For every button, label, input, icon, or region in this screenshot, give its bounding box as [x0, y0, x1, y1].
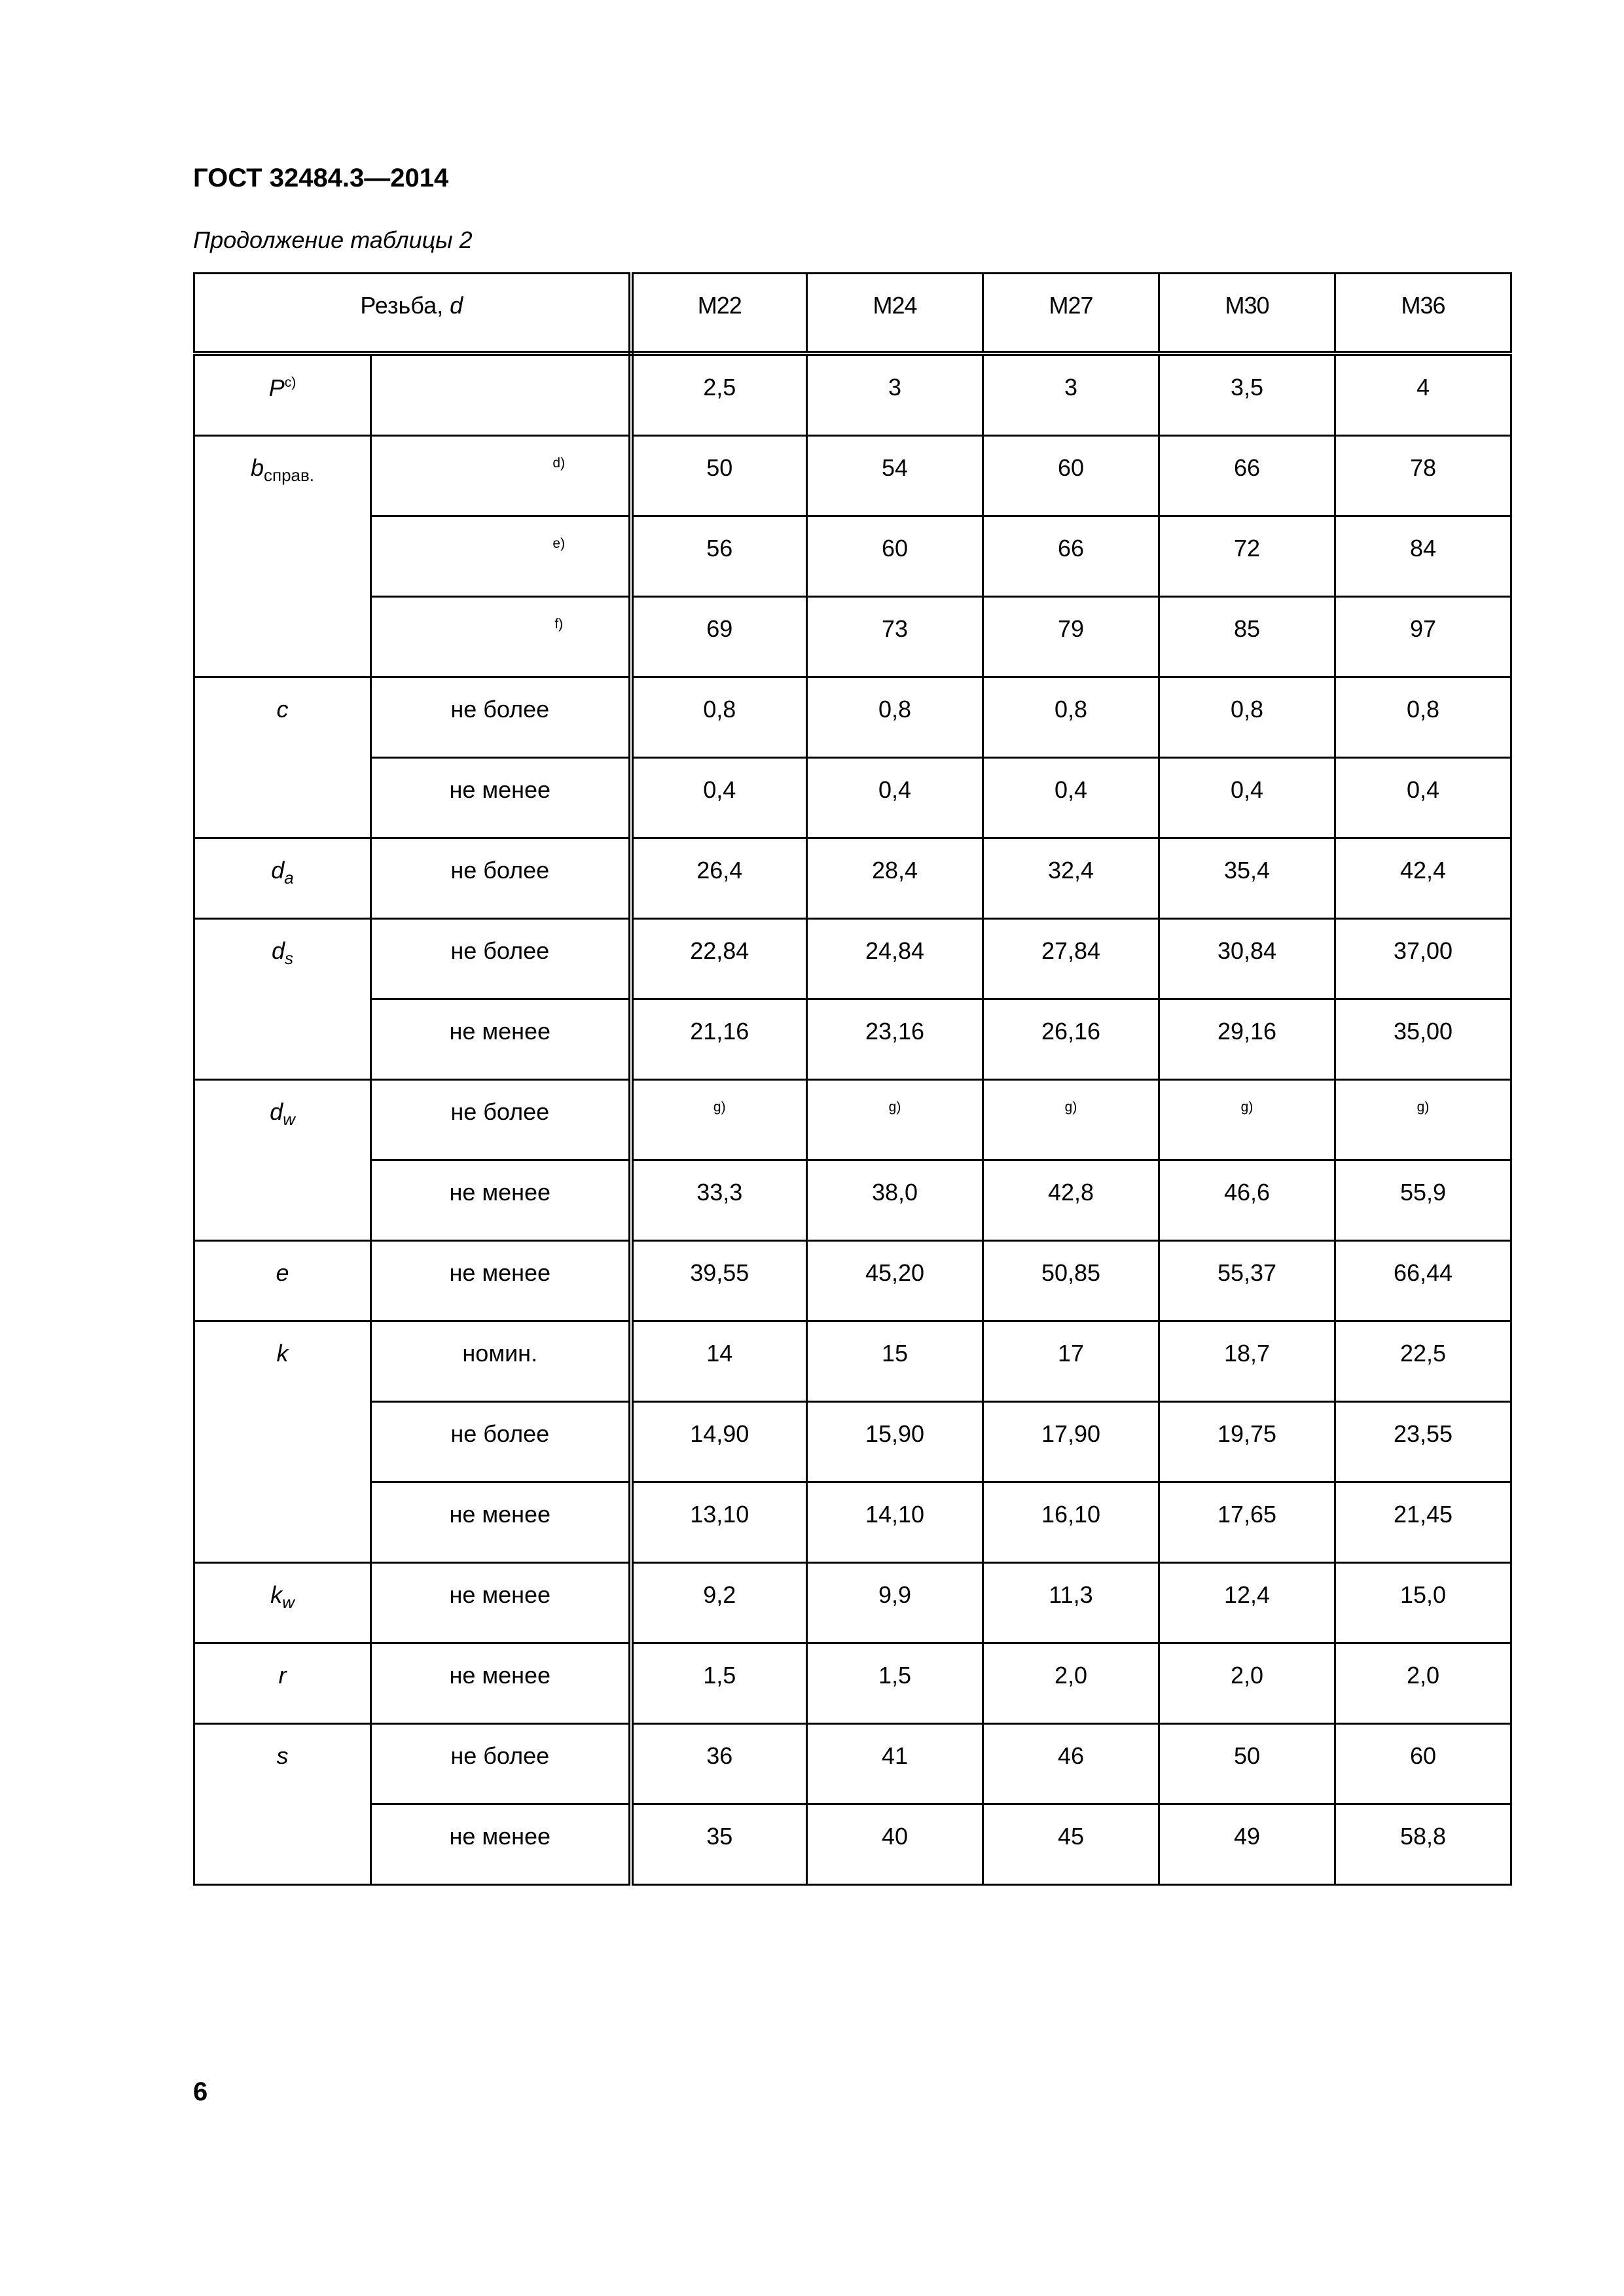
value: 49	[1233, 1823, 1261, 1850]
value-cell	[807, 1241, 983, 1321]
value: 69	[706, 615, 733, 642]
footnote-reference: g)	[1416, 1100, 1430, 1115]
value-cell	[983, 1563, 1159, 1643]
parameter-symbol: r	[278, 1662, 287, 1689]
value: 60	[1057, 454, 1085, 481]
value: 46,6	[1223, 1179, 1271, 1206]
value-cell	[807, 999, 983, 1080]
value-cell	[807, 597, 983, 677]
value-cell	[1159, 597, 1335, 677]
footnote-reference: f)	[554, 617, 564, 632]
value: 18,7	[1223, 1340, 1271, 1367]
value: 55,9	[1399, 1179, 1447, 1206]
parameter-subscript: w	[282, 1592, 295, 1612]
table-row	[194, 1643, 1511, 1724]
value-cell	[983, 1482, 1159, 1563]
value-cell	[631, 1160, 807, 1241]
tolerance-qualifier: не менее	[449, 1018, 551, 1045]
table-row	[194, 1321, 1511, 1402]
value-cell	[1335, 516, 1511, 597]
tolerance-qualifier-cell	[371, 1724, 631, 1804]
parameter-symbol: P	[268, 374, 285, 401]
value-cell	[983, 1241, 1159, 1321]
value-cell	[631, 677, 807, 758]
value-cell	[1159, 999, 1335, 1080]
value-cell	[807, 1563, 983, 1643]
size-header-cell	[807, 274, 983, 354]
value-cell	[1159, 919, 1335, 999]
tolerance-qualifier-cell	[371, 919, 631, 999]
size-header: M30	[1225, 292, 1269, 319]
value-cell	[1159, 1160, 1335, 1241]
value-cell	[1335, 1402, 1511, 1482]
thread-symbol: d	[450, 292, 463, 319]
value: 0,8	[703, 696, 736, 723]
parameter-cell	[194, 1724, 371, 1885]
value-cell	[1335, 436, 1511, 516]
value-cell	[631, 1482, 807, 1563]
value: 21,16	[690, 1018, 749, 1045]
size-header-cell	[631, 274, 807, 354]
tolerance-qualifier: не более	[450, 696, 550, 723]
value: 15,0	[1399, 1581, 1447, 1608]
value-cell	[631, 1402, 807, 1482]
value-cell	[983, 758, 1159, 838]
thread-header-cell	[194, 274, 631, 354]
value: 17,90	[1041, 1420, 1101, 1447]
value-cell	[631, 1804, 807, 1885]
value: 39,55	[690, 1259, 749, 1286]
value-cell	[1335, 1321, 1511, 1402]
table-row	[194, 353, 1511, 436]
table-row	[194, 1482, 1511, 1563]
parameter-symbol: c	[276, 696, 289, 723]
value-cell	[807, 758, 983, 838]
value: 50	[1233, 1742, 1261, 1769]
parameter-symbol: d	[270, 1098, 283, 1125]
table-row	[194, 838, 1511, 919]
document-id: ГОСТ 32484.3—2014	[193, 164, 449, 192]
parameter-cell	[194, 1643, 371, 1724]
parameter-subscript: s	[285, 948, 294, 968]
value-cell	[1159, 516, 1335, 597]
size-header: M24	[873, 292, 917, 319]
footnote-reference: g)	[1064, 1100, 1077, 1115]
value-cell	[1335, 1724, 1511, 1804]
parameter-cell	[194, 677, 371, 838]
value: 54	[881, 454, 909, 481]
value: 22,84	[690, 937, 749, 964]
value-cell	[1159, 838, 1335, 919]
value: 55,37	[1217, 1259, 1277, 1286]
value-cell	[1159, 1402, 1335, 1482]
parameter-subscript: справ.	[263, 465, 315, 485]
tolerance-qualifier: не более	[450, 857, 550, 884]
value: 79	[1057, 615, 1085, 642]
value-cell	[983, 999, 1159, 1080]
value-cell	[1159, 1080, 1335, 1160]
value-cell	[983, 1643, 1159, 1724]
tolerance-qualifier: не более	[450, 1420, 550, 1447]
value-cell	[1159, 1241, 1335, 1321]
value: 12,4	[1223, 1581, 1271, 1608]
size-header-cell	[1335, 274, 1511, 354]
value-cell	[807, 919, 983, 999]
value: 28,4	[871, 857, 918, 884]
footnote-reference: c)	[284, 375, 297, 390]
value-cell	[1159, 1321, 1335, 1402]
footnote-reference: g)	[888, 1100, 901, 1115]
table-row	[194, 1241, 1511, 1321]
value-cell	[807, 1724, 983, 1804]
value-cell	[807, 1321, 983, 1402]
table-row	[194, 1804, 1511, 1885]
value: 9,2	[703, 1581, 736, 1608]
value: 35,4	[1223, 857, 1271, 884]
tolerance-qualifier: не более	[450, 1098, 550, 1125]
value: 1,5	[703, 1662, 736, 1689]
value: 19,75	[1217, 1420, 1277, 1447]
value-cell	[807, 677, 983, 758]
value: 42,8	[1047, 1179, 1094, 1206]
parameter-cell	[194, 1321, 371, 1563]
value-cell	[631, 516, 807, 597]
value: 17,65	[1217, 1501, 1277, 1528]
value-cell	[807, 1080, 983, 1160]
value-cell	[1335, 1563, 1511, 1643]
value-cell	[1159, 353, 1335, 436]
tolerance-qualifier-cell	[371, 1241, 631, 1321]
value: 84	[1409, 535, 1437, 562]
tolerance-qualifier: не менее	[449, 1662, 551, 1689]
value: 40	[881, 1823, 909, 1850]
table-row	[194, 758, 1511, 838]
parameter-cell	[194, 919, 371, 1080]
value: 14	[706, 1340, 733, 1367]
value: 56	[706, 535, 733, 562]
size-header: M36	[1401, 292, 1445, 319]
value: 4	[1416, 374, 1430, 401]
value-cell	[983, 516, 1159, 597]
value-cell	[631, 758, 807, 838]
value: 66	[1233, 454, 1261, 481]
value-cell	[631, 436, 807, 516]
footnote-reference-cell	[371, 597, 631, 677]
value-cell	[807, 1804, 983, 1885]
size-header: M27	[1049, 292, 1093, 319]
tolerance-qualifier	[372, 356, 628, 376]
value: 32,4	[1047, 857, 1094, 884]
value: 29,16	[1217, 1018, 1277, 1045]
parameter-cell	[194, 838, 371, 919]
table-caption: Продолжение таблицы 2	[193, 226, 473, 253]
value-cell	[1159, 1643, 1335, 1724]
tolerance-qualifier-cell	[371, 1402, 631, 1482]
value: 17	[1057, 1340, 1085, 1367]
tolerance-qualifier-cell	[371, 1080, 631, 1160]
tolerance-qualifier: не менее	[449, 1823, 551, 1850]
value: 3,5	[1230, 374, 1264, 401]
footnote-reference: g)	[713, 1100, 726, 1115]
table-row	[194, 1160, 1511, 1241]
value-cell	[807, 838, 983, 919]
value: 0,4	[1230, 776, 1264, 803]
footnote-reference: d)	[552, 456, 566, 471]
tolerance-qualifier-cell	[371, 1563, 631, 1643]
tolerance-qualifier: не более	[450, 937, 550, 964]
value: 0,4	[703, 776, 736, 803]
value-cell	[1335, 919, 1511, 999]
parameter-cell	[194, 436, 371, 677]
size-header-cell	[983, 274, 1159, 354]
value-cell	[631, 838, 807, 919]
value-cell	[983, 838, 1159, 919]
value-cell	[1335, 1160, 1511, 1241]
value-cell	[631, 1321, 807, 1402]
value: 1,5	[878, 1662, 912, 1689]
value: 35,00	[1393, 1018, 1453, 1045]
value-cell	[1159, 1724, 1335, 1804]
value-cell	[807, 1482, 983, 1563]
value: 11,3	[1049, 1581, 1093, 1608]
value-cell	[1159, 1804, 1335, 1885]
value: 13,10	[690, 1501, 749, 1528]
value: 26,16	[1041, 1018, 1101, 1045]
value-cell	[807, 516, 983, 597]
value: 73	[881, 615, 909, 642]
value: 22,5	[1399, 1340, 1447, 1367]
table-body	[194, 274, 1511, 1885]
table-row	[194, 516, 1511, 597]
value-cell	[1159, 1563, 1335, 1643]
value: 3	[1064, 374, 1078, 401]
value: 0,8	[1406, 696, 1440, 723]
parameter-subscript: w	[283, 1109, 295, 1129]
value: 15,90	[865, 1420, 925, 1447]
value: 45	[1057, 1823, 1085, 1850]
footnote-reference: e)	[552, 536, 566, 551]
table-row	[194, 1080, 1511, 1160]
value: 38,0	[871, 1179, 918, 1206]
value-cell	[983, 1724, 1159, 1804]
tolerance-qualifier: не менее	[449, 1581, 551, 1608]
value: 2,5	[703, 374, 736, 401]
table-row	[194, 1402, 1511, 1482]
tolerance-qualifier-cell	[371, 353, 631, 436]
value-cell	[1335, 597, 1511, 677]
value-cell	[807, 1643, 983, 1724]
tolerance-qualifier-cell	[371, 677, 631, 758]
value-cell	[631, 1563, 807, 1643]
value-cell	[1159, 677, 1335, 758]
value-cell	[983, 1080, 1159, 1160]
tolerance-qualifier-cell	[371, 758, 631, 838]
value-cell	[983, 597, 1159, 677]
value: 0,4	[1406, 776, 1440, 803]
value: 36	[706, 1742, 733, 1769]
tolerance-qualifier: не менее	[449, 1501, 551, 1528]
value-cell	[983, 353, 1159, 436]
parameter-symbol: k	[270, 1581, 283, 1608]
table-row	[194, 677, 1511, 758]
size-header: M22	[697, 292, 742, 319]
value-cell	[983, 1804, 1159, 1885]
value: 27,84	[1041, 937, 1101, 964]
parameter-cell	[194, 353, 371, 436]
value: 97	[1409, 615, 1437, 642]
tolerance-qualifier: номин.	[462, 1340, 538, 1367]
value: 16,10	[1041, 1501, 1101, 1528]
value: 3	[888, 374, 902, 401]
value-cell	[631, 1241, 807, 1321]
value: 9,9	[878, 1581, 912, 1608]
value-cell	[983, 1160, 1159, 1241]
value: 41	[881, 1742, 909, 1769]
value: 50	[706, 454, 733, 481]
table-row	[194, 919, 1511, 999]
value: 23,16	[865, 1018, 925, 1045]
value-cell	[631, 1724, 807, 1804]
table-row	[194, 1563, 1511, 1643]
tolerance-qualifier-cell	[371, 1804, 631, 1885]
value: 58,8	[1399, 1823, 1447, 1850]
page-number: 6	[193, 2077, 208, 2106]
parameter-symbol: b	[250, 454, 264, 481]
value-cell	[631, 1643, 807, 1724]
value-cell	[631, 597, 807, 677]
value-cell	[1335, 353, 1511, 436]
tolerance-qualifier-cell	[371, 1482, 631, 1563]
table-row	[194, 597, 1511, 677]
value: 78	[1409, 454, 1437, 481]
table-row	[194, 436, 1511, 516]
tolerance-qualifier: не менее	[449, 776, 551, 803]
value-cell	[631, 919, 807, 999]
value: 66	[1057, 535, 1085, 562]
value-cell	[983, 436, 1159, 516]
value-cell	[807, 1160, 983, 1241]
value-cell	[1335, 1080, 1511, 1160]
value: 46	[1057, 1742, 1085, 1769]
parameter-symbol: e	[276, 1259, 289, 1286]
value-cell	[1335, 999, 1511, 1080]
value: 50,85	[1041, 1259, 1101, 1286]
value: 72	[1233, 535, 1261, 562]
value-cell	[1159, 1482, 1335, 1563]
value-cell	[983, 1402, 1159, 1482]
value: 42,4	[1399, 857, 1447, 884]
footnote-reference-cell	[371, 516, 631, 597]
value-cell	[1159, 758, 1335, 838]
dimensions-table	[193, 272, 1512, 1886]
value: 33,3	[696, 1179, 743, 1206]
value: 2,0	[1054, 1662, 1088, 1689]
value: 26,4	[696, 857, 743, 884]
value: 24,84	[865, 937, 925, 964]
value-cell	[983, 677, 1159, 758]
value: 60	[881, 535, 909, 562]
value-cell	[1159, 436, 1335, 516]
parameter-cell	[194, 1563, 371, 1643]
value: 30,84	[1217, 937, 1277, 964]
footnote-reference-cell	[371, 436, 631, 516]
value: 14,10	[865, 1501, 925, 1528]
value-cell	[1335, 838, 1511, 919]
value: 2,0	[1406, 1662, 1440, 1689]
tolerance-qualifier-cell	[371, 838, 631, 919]
value-cell	[631, 353, 807, 436]
tolerance-qualifier-cell	[371, 999, 631, 1080]
footnote-reference: g)	[1240, 1100, 1254, 1115]
value: 0,8	[1054, 696, 1088, 723]
parameter-symbol: d	[271, 937, 285, 964]
parameter-symbol: d	[271, 857, 285, 884]
value-cell	[1335, 677, 1511, 758]
value: 2,0	[1230, 1662, 1264, 1689]
header-row	[194, 274, 1511, 354]
value: 60	[1409, 1742, 1437, 1769]
value-cell	[807, 353, 983, 436]
table-row	[194, 1724, 1511, 1804]
value: 37,00	[1393, 937, 1453, 964]
value-cell	[983, 1321, 1159, 1402]
value-cell	[1335, 1643, 1511, 1724]
tolerance-qualifier: не менее	[449, 1259, 551, 1286]
parameter-symbol: k	[276, 1340, 289, 1367]
value: 15	[881, 1340, 909, 1367]
value: 0,8	[878, 696, 912, 723]
tolerance-qualifier: не менее	[449, 1179, 551, 1206]
value-cell	[807, 1402, 983, 1482]
table-row	[194, 999, 1511, 1080]
tolerance-qualifier-cell	[371, 1160, 631, 1241]
value: 85	[1233, 615, 1261, 642]
thread-label: Резьба,	[360, 292, 450, 319]
parameter-symbol: s	[276, 1742, 289, 1769]
value: 23,55	[1393, 1420, 1453, 1447]
parameter-cell	[194, 1241, 371, 1321]
tolerance-qualifier: не более	[450, 1742, 550, 1769]
value-cell	[631, 999, 807, 1080]
value-cell	[807, 436, 983, 516]
value: 0,4	[1054, 776, 1088, 803]
value: 66,44	[1393, 1259, 1453, 1286]
value: 35	[706, 1823, 733, 1850]
parameter-cell	[194, 1080, 371, 1241]
value-cell	[983, 919, 1159, 999]
value-cell	[1335, 758, 1511, 838]
value-cell	[631, 1080, 807, 1160]
value-cell	[1335, 1804, 1511, 1885]
value: 45,20	[865, 1259, 925, 1286]
value: 14,90	[690, 1420, 749, 1447]
value: 21,45	[1393, 1501, 1453, 1528]
value-cell	[1335, 1482, 1511, 1563]
tolerance-qualifier-cell	[371, 1643, 631, 1724]
value: 0,4	[878, 776, 912, 803]
value: 0,8	[1230, 696, 1264, 723]
value-cell	[1335, 1241, 1511, 1321]
tolerance-qualifier-cell	[371, 1321, 631, 1402]
parameter-subscript: a	[284, 868, 294, 888]
size-header-cell	[1159, 274, 1335, 354]
